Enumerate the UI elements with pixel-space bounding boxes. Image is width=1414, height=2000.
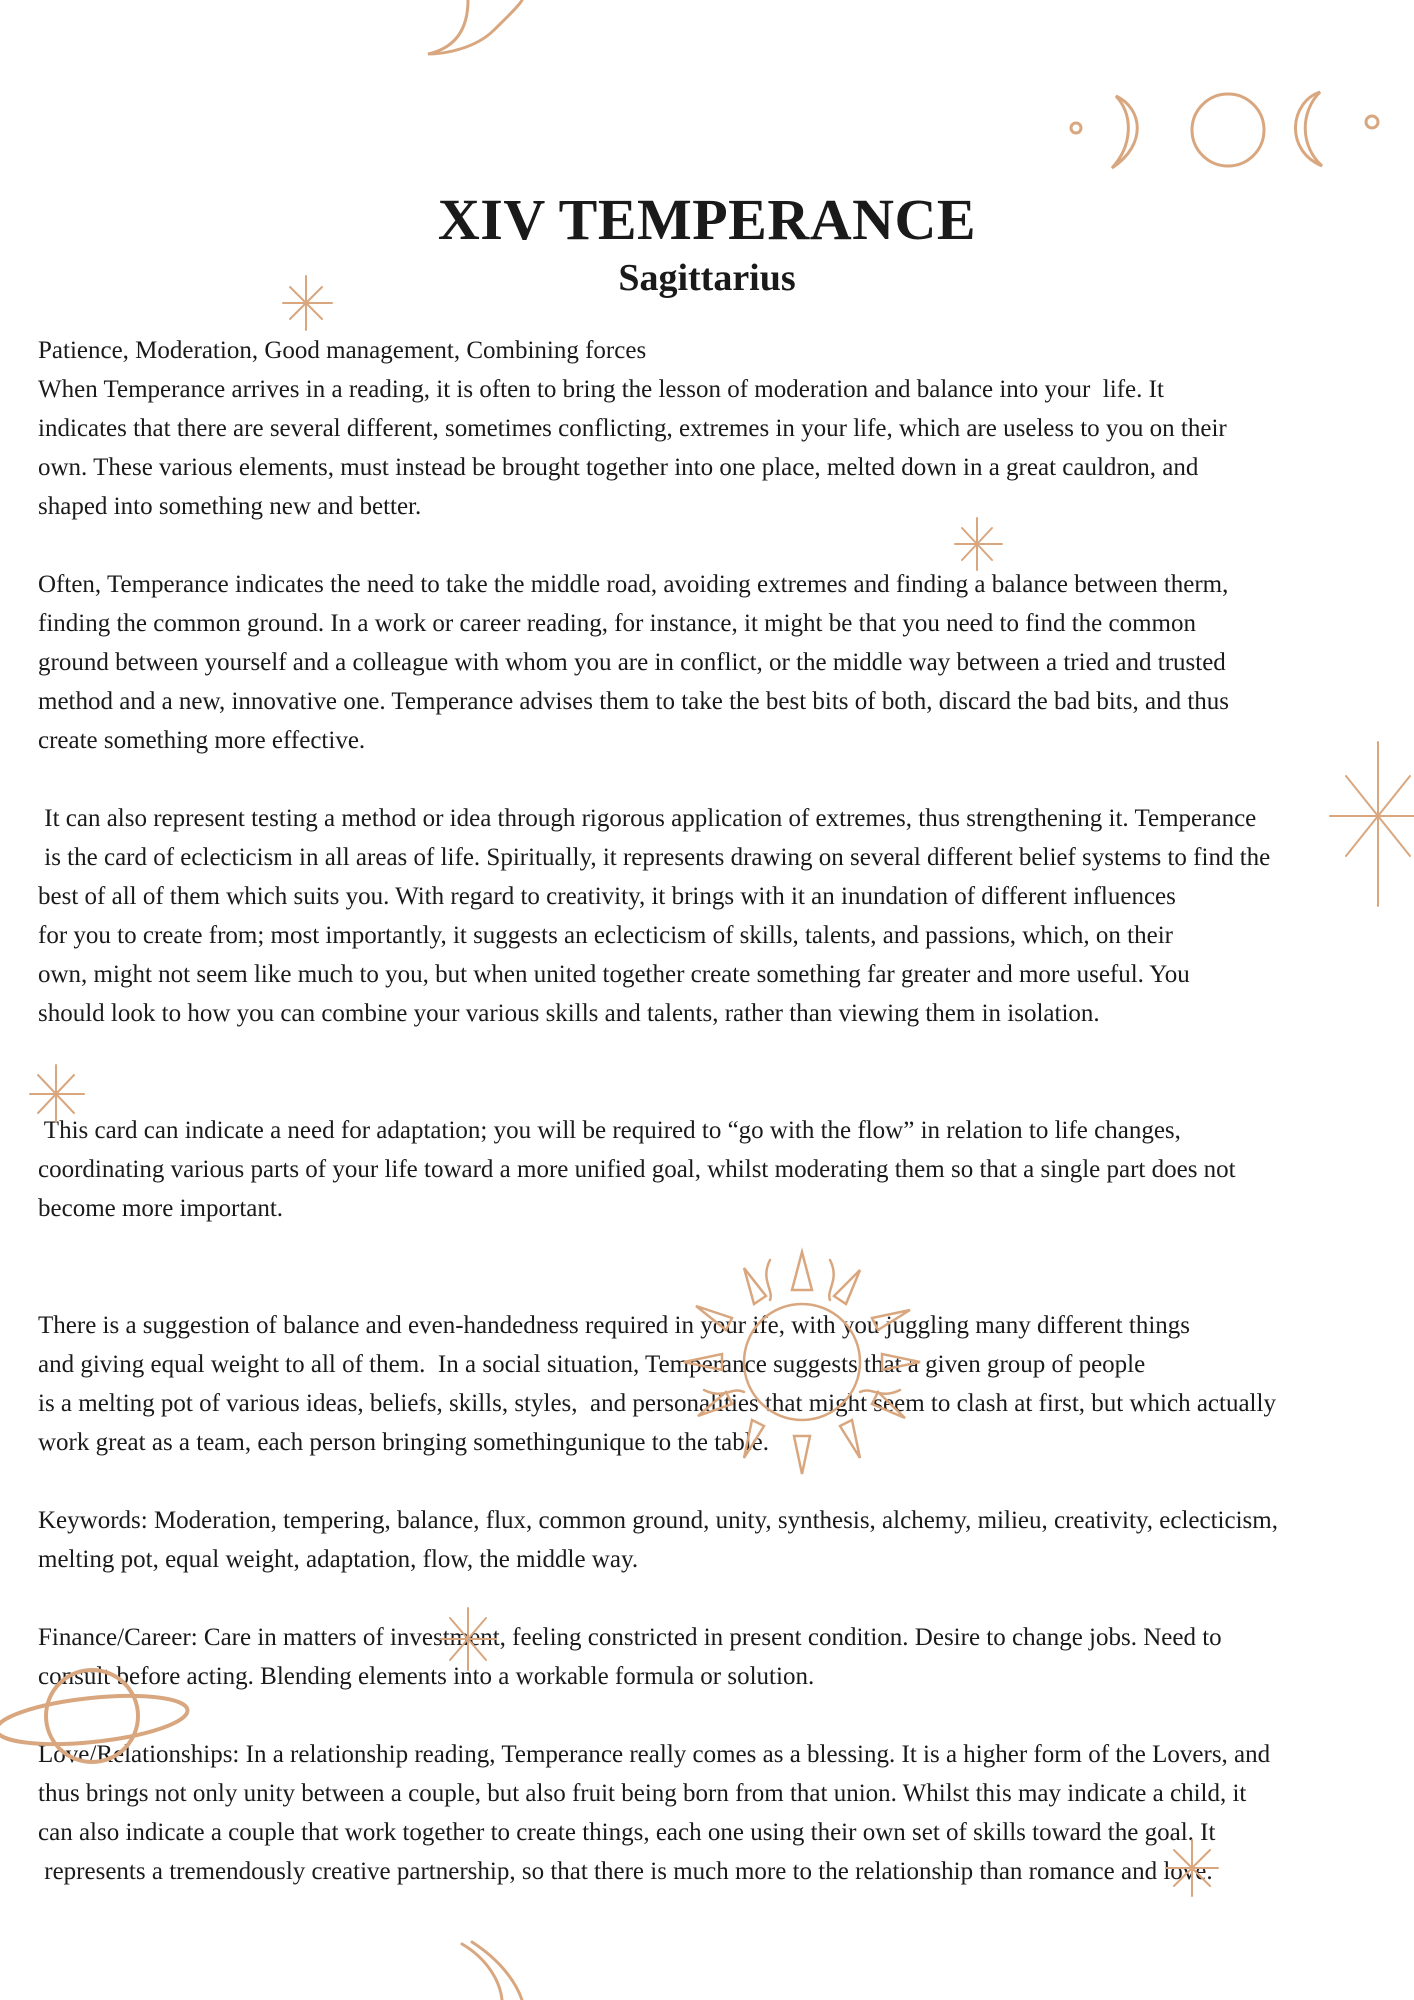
moon-icon — [462, 1942, 522, 2000]
paragraph-gap — [38, 760, 1408, 799]
text-line: is a melting pot of various ideas, beliefs, skills, styles, and personalities that might seem to clash at first, but which actually — [38, 1390, 1276, 1417]
text-line: should look to how you can combine your various skills and talents, rather than viewing them in isolation. — [38, 1000, 1100, 1027]
text-line: There is a suggestion of balance and even-handedness required in your ife, with you juggling many different things — [38, 1312, 1191, 1339]
text-line: for you to create from; most importantly, it suggests an eclecticism of skills, talents, and passions, which, on their — [38, 922, 1173, 949]
text-line: and giving equal weight to all of them. In a social situation, Temperance suggests that a given group of people — [38, 1351, 1146, 1378]
text-line: shaped into something new and better. — [38, 493, 422, 520]
finance-career-line: Finance/Career: Care in matters of investment, feeling constricted in present condition. Desire to change jobs. Need to — [38, 1624, 1222, 1651]
text-line: work great as a team, each person bringing somethingunique to the table. — [38, 1429, 770, 1456]
text-line: coordinating various parts of your life toward a more unified goal, whilst moderating them so that a single part does not — [38, 1156, 1236, 1183]
text-line: ground between yourself and a colleague with whom you are in conflict, or the middle way between a tried and trusted — [38, 649, 1226, 676]
love-relationships-line: represents a tremendously creative partnership, so that there is much more to the relationship than romance and love. — [38, 1858, 1213, 1885]
paragraph-gap — [38, 1579, 1408, 1618]
text-line: When Temperance arrives in a reading, it is often to bring the lesson of moderation and balance into your life. It — [38, 376, 1164, 403]
card-description — [38, 331, 1408, 1891]
text-line: is the card of eclecticism in all areas of life. Spiritually, it represents drawing on several different belief systems to find the — [38, 844, 1271, 871]
text-line: best of all of them which suits you. With regard to creativity, it brings with it an inundation of different influences — [38, 883, 1176, 910]
love-relationships-line: can also indicate a couple that work together to create things, each one using their own set of skills toward the goal. It — [38, 1819, 1216, 1846]
keywords-line: Keywords: Moderation, tempering, balance, flux, common ground, unity, synthesis, alchemy, milieu, creativity, eclecticism, — [38, 1507, 1278, 1534]
text-line: finding the common ground. In a work or career reading, for instance, it might be that you need to find the common — [38, 610, 1197, 637]
text-line: create something more effective. — [38, 727, 366, 754]
moon-phases-icon — [1071, 92, 1378, 168]
finance-career-line: consult before acting. Blending elements into a workable formula or solution. — [38, 1663, 815, 1690]
paragraph-gap — [38, 1696, 1408, 1735]
paragraph-gap — [38, 1462, 1408, 1501]
text-line: become more important. — [38, 1195, 284, 1222]
paragraph-gap — [38, 1033, 1408, 1111]
text-line: It can also represent testing a method or idea through rigorous application of extremes, thus strengthening it. Temperance — [38, 805, 1257, 832]
text-line: indicates that there are several different, sometimes conflicting, extremes in your life, which are useless to you on their — [38, 415, 1227, 442]
page-title: XIV TEMPERANCE — [437, 187, 977, 252]
text-line: own. These various elements, must instead be brought together into one place, melted down in a great cauldron, and — [38, 454, 1199, 481]
page-subtitle: Sagittarius — [618, 257, 796, 299]
text-line: Often, Temperance indicates the need to take the middle road, avoiding extremes and finding a balance between therm, — [38, 571, 1229, 598]
text-line: own, might not seem like much to you, but when united together create something far greater and more useful. You — [38, 961, 1190, 988]
love-relationships-line: thus brings not only unity between a couple, but also fruit being born from that union. Whilst this may indicate a child, it — [38, 1780, 1247, 1807]
attributes-line: Patience, Moderation, Good management, Combining forces — [38, 337, 647, 364]
paragraph-gap — [38, 526, 1408, 565]
love-relationships-line: Love/Relationships: In a relationship reading, Temperance really comes as a blessing. It is a higher form of the Lovers, and — [38, 1741, 1271, 1768]
text-line: method and a new, innovative one. Temperance advises them to take the best bits of both, discard the bad bits, and thus — [38, 688, 1230, 715]
paragraph-gap — [38, 1228, 1408, 1306]
keywords-line: melting pot, equal weight, adaptation, flow, the middle way. — [38, 1546, 639, 1573]
moon-icon — [428, 0, 522, 54]
text-line: This card can indicate a need for adaptation; you will be required to “go with the flow” in relation to life changes, — [38, 1117, 1181, 1144]
